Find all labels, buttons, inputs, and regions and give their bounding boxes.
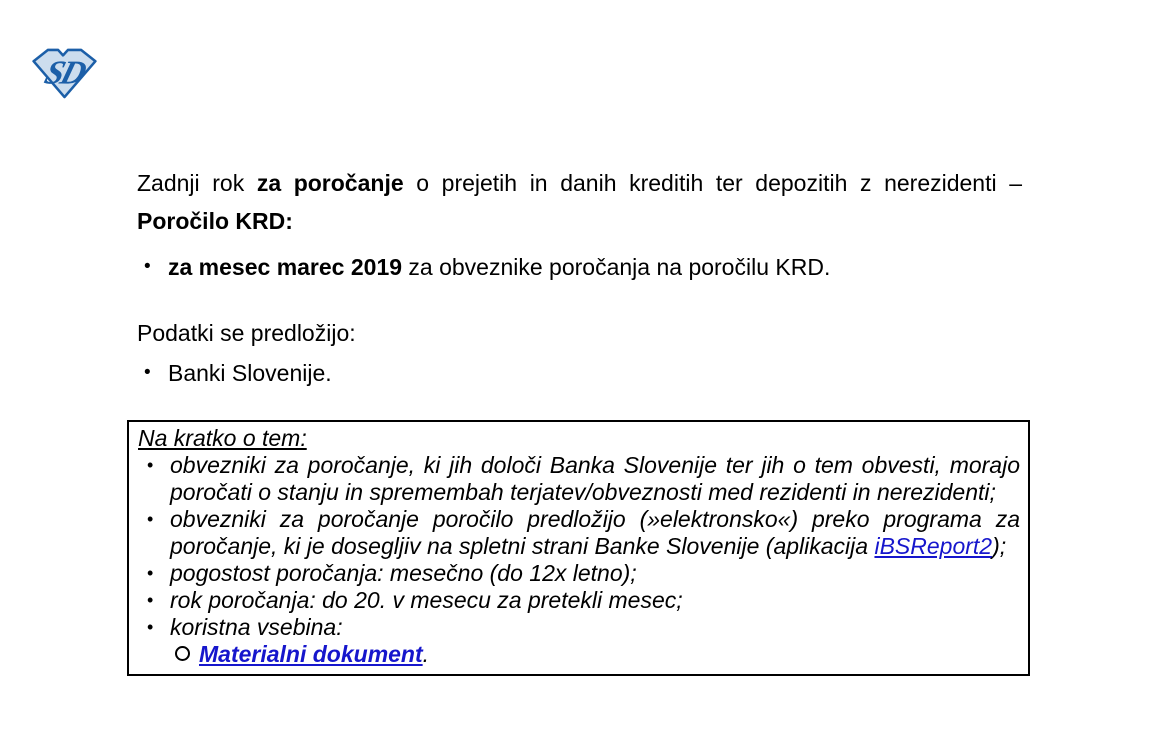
deadline-bullet-text	[168, 252, 1022, 282]
circle-bullet-icon	[175, 646, 190, 661]
summary-bullet-submission	[138, 506, 1020, 560]
intro-text-bold: za poročanje	[256, 170, 404, 196]
summary-bullet-frequency	[138, 560, 1020, 587]
useful-content-text: koristna vsebina:	[170, 614, 343, 640]
deadline-bold: za mesec marec 2019	[168, 254, 403, 280]
summary-bullet-deadline	[138, 587, 1020, 614]
disc-bullet-icon: •	[147, 590, 154, 610]
material-document-link[interactable]: Materialni dokument	[199, 641, 423, 667]
frequency-text: pogostost poročanja: mesečno (do 12x letno);	[170, 560, 637, 586]
obligors-line-2: poročati o stanju in spremembah terjatev/obveznosti med rezidenti in nerezidenti;	[170, 479, 996, 505]
intro-text-start: Zadnji rok	[137, 170, 245, 196]
intro-paragraph	[137, 164, 1022, 240]
disc-bullet-icon: •	[147, 455, 154, 475]
submission-line-2-end: );	[992, 533, 1007, 559]
document-body	[137, 164, 1022, 676]
summary-box	[127, 420, 1030, 676]
disc-bullet-icon: •	[144, 362, 151, 383]
ibsreport2-link[interactable]: iBSReport2	[874, 533, 993, 559]
material-document-period: .	[422, 641, 430, 667]
summary-bullet-useful-content	[138, 614, 1020, 641]
submission-line-2	[170, 533, 1020, 560]
recipient-bullet	[137, 358, 1022, 388]
disc-bullet-icon: •	[147, 617, 154, 637]
intro-text-end: o prejetih in danih kreditih ter depozitih z nerezidenti –	[416, 170, 1022, 196]
submission-line-1: obvezniki za poročanje poročilo predložijo (»elektronsko«) preko programa za	[170, 506, 1020, 532]
disc-bullet-icon: •	[147, 563, 154, 583]
summary-bullet-obligors	[138, 452, 1020, 506]
summary-box-title: Na kratko o tem:	[138, 425, 307, 451]
report-title: Poročilo KRD:	[137, 208, 293, 234]
deadline-text: rok poročanja: do 20. v mesecu za pretekli mesec;	[170, 587, 683, 613]
material-document-sub-bullet	[175, 641, 1020, 668]
logo-letters: SD	[40, 54, 88, 92]
deadline-bullet	[137, 252, 1022, 282]
submission-line-2-text: poročanje, ki je dosegljiv na spletni strani Banke Slovenije (aplikacija	[170, 533, 869, 559]
sd-diamond-logo	[32, 47, 97, 99]
submit-heading: Podatki se predložijo:	[137, 320, 356, 346]
disc-bullet-icon: •	[147, 509, 154, 529]
recipient-bullet-text: Banki Slovenije.	[168, 360, 332, 386]
disc-bullet-icon: •	[144, 256, 151, 277]
intro-line-1	[137, 164, 1022, 202]
deadline-rest: za obveznike poročanja na poročilu KRD.	[408, 254, 831, 280]
obligors-line-1: obvezniki za poročanje, ki jih določi Banka Slovenije ter jih o tem obvesti, morajo	[170, 452, 1020, 478]
